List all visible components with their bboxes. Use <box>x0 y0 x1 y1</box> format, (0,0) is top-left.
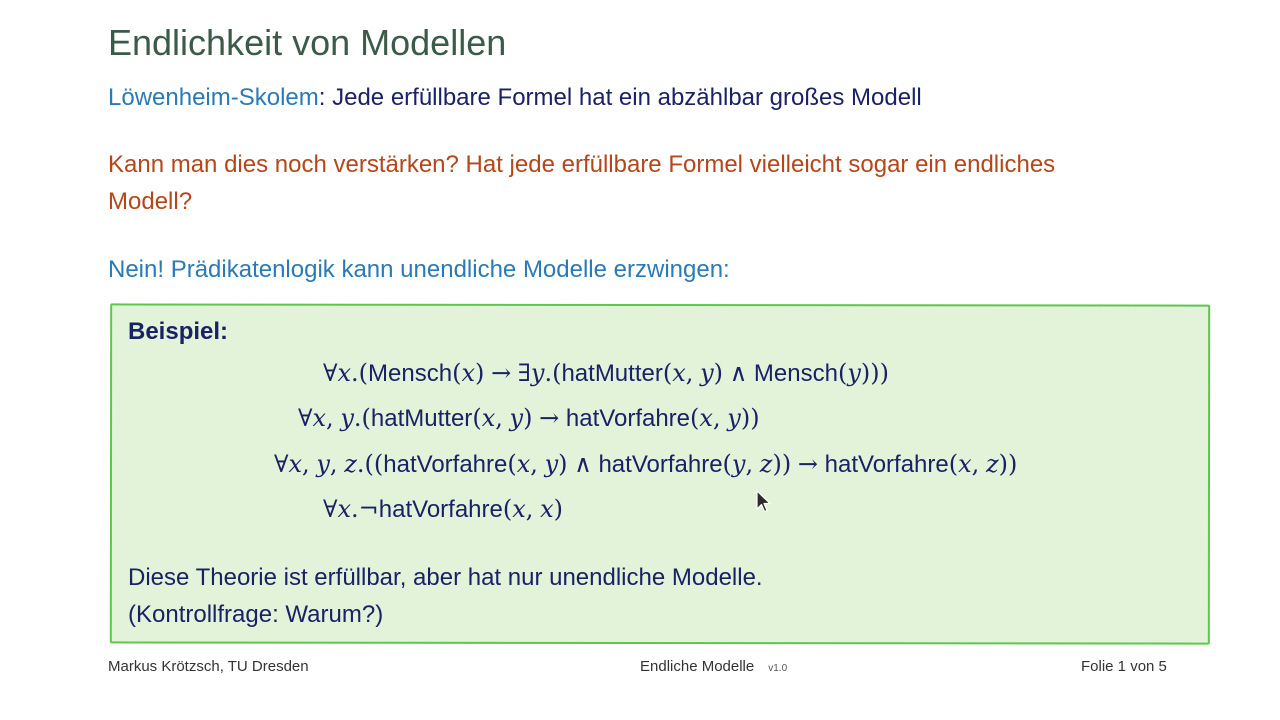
formula-3: ∀x, y, z.((hatVorfahre(x, y) ∧ hatVorfahre(y, z)) → hatVorfahre(x, z)) <box>274 450 1018 478</box>
footer-topic: Endliche Modelle <box>640 658 755 675</box>
formula-2: ∀x, y.(hatMutter(x, y) → hatVorfahre(x, y)) <box>298 404 760 432</box>
theorem-line <box>108 84 922 112</box>
footer-version: v1.0 <box>768 663 788 674</box>
mouse-pointer-icon <box>756 490 772 514</box>
answer-line: Nein! Prädikatenlogik kann unendliche Modelle erzwingen: <box>108 256 730 283</box>
footer-page: Folie 1 von 5 <box>1081 658 1167 675</box>
footer-topic-group <box>640 658 787 675</box>
theorem-name: Löwenheim-Skolem <box>108 84 319 111</box>
question-line-2: Modell? <box>108 188 193 215</box>
conclusion-line-1: Diese Theorie ist erfüllbar, aber hat nur unendliche Modelle. <box>128 564 763 591</box>
conclusion-line-2: (Kontrollfrage: Warum?) <box>128 601 384 628</box>
slide-title: Endlichkeit von Modellen <box>108 22 507 63</box>
question-line-1: Kann man dies noch verstärken? Hat jede erfüllbare Formel vielleicht sogar ein endliches <box>108 151 1056 178</box>
formula-4: ∀x.¬hatVorfahre(x, x) <box>323 495 564 523</box>
formula-1: ∀x.(Mensch(x) → ∃y.(hatMutter(x, y) ∧ Mensch(y))) <box>323 359 890 387</box>
theorem-text: : Jede erfüllbare Formel hat ein abzählbar großes Modell <box>318 84 922 111</box>
example-title: Beispiel: <box>128 318 229 345</box>
footer-author: Markus Krötzsch, TU Dresden <box>108 658 309 675</box>
